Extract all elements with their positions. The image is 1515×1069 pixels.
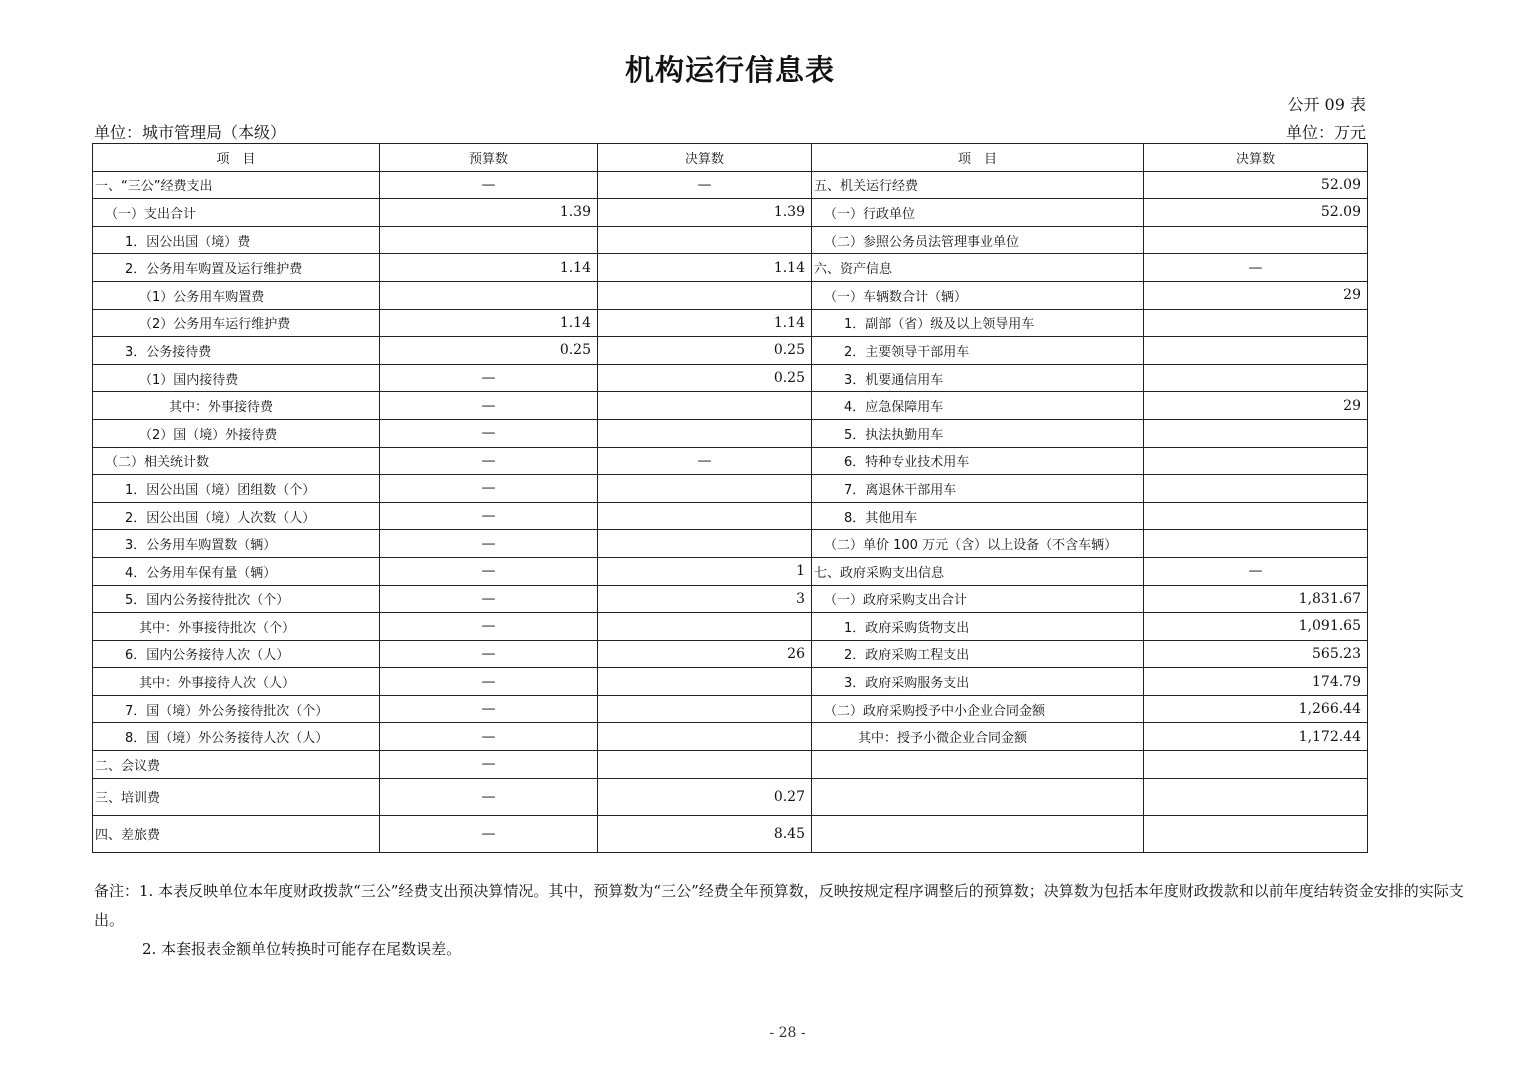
final-cell-right bbox=[1144, 364, 1368, 392]
table-row bbox=[93, 815, 1368, 852]
row-label-right: （二）政府采购授予中小企业合同金额 bbox=[812, 695, 1144, 723]
final-cell-right bbox=[1144, 475, 1368, 503]
notes bbox=[94, 877, 1479, 964]
final-cell bbox=[598, 392, 812, 420]
table-row bbox=[93, 723, 1368, 751]
budget-cell: — bbox=[380, 171, 598, 199]
table-row bbox=[93, 502, 1368, 530]
currency-unit: 单位：万元 bbox=[1285, 123, 1366, 142]
final-cell bbox=[598, 695, 812, 723]
row-label: 一、“三公”经费支出 bbox=[93, 171, 380, 199]
row-label: 6．国内公务接待人次（人） bbox=[93, 640, 380, 668]
row-label: 5．国内公务接待批次（个） bbox=[93, 585, 380, 613]
final-cell: 26 bbox=[598, 640, 812, 668]
form-number: 公开 09 表 bbox=[1287, 95, 1366, 114]
row-label-right: 其中：授予小微企业合同金额 bbox=[812, 723, 1144, 751]
final-cell bbox=[598, 502, 812, 530]
final-cell-right bbox=[1144, 815, 1368, 852]
row-label: 1．因公出国（境）费 bbox=[93, 226, 380, 254]
final-cell: 1.14 bbox=[598, 309, 812, 337]
row-label: 8．国（境）外公务接待人次（人） bbox=[93, 723, 380, 751]
table-header-row bbox=[93, 144, 1368, 172]
row-label-right: 8．其他用车 bbox=[812, 502, 1144, 530]
table-row bbox=[93, 337, 1368, 365]
table-row bbox=[93, 419, 1368, 447]
row-label-right: 1．政府采购货物支出 bbox=[812, 613, 1144, 641]
final-cell-right bbox=[1144, 751, 1368, 779]
row-label: 3．公务用车购置数（辆） bbox=[93, 530, 380, 558]
budget-cell: — bbox=[380, 392, 598, 420]
budget-cell: — bbox=[380, 613, 598, 641]
final-cell bbox=[598, 475, 812, 503]
final-cell-right: 29 bbox=[1144, 392, 1368, 420]
note-1: 备注：1. 本表反映单位本年度财政拨款“三公”经费支出预决算情况。其中，预算数为“三公”经费全年预算数，反映按规定程序调整后的预算数；决算数为包括本年度财政拨款和以前年度结转资金安排的实际支出。 bbox=[94, 882, 1464, 929]
final-cell-right bbox=[1144, 337, 1368, 365]
final-cell-right: 565.23 bbox=[1144, 640, 1368, 668]
table-row bbox=[93, 171, 1368, 199]
col-header-item-right: 项 目 bbox=[812, 144, 1144, 172]
table-row bbox=[93, 751, 1368, 779]
col-header-budget: 预算数 bbox=[380, 144, 598, 172]
budget-cell: 1.14 bbox=[380, 309, 598, 337]
row-label-right bbox=[812, 778, 1144, 815]
row-label-right: 3．政府采购服务支出 bbox=[812, 668, 1144, 696]
row-label: （2）国（境）外接待费 bbox=[93, 419, 380, 447]
table-row bbox=[93, 695, 1368, 723]
final-cell: 0.27 bbox=[598, 778, 812, 815]
final-cell: 1.14 bbox=[598, 254, 812, 282]
final-cell-right: 52.09 bbox=[1144, 199, 1368, 227]
col-header-item: 项 目 bbox=[93, 144, 380, 172]
budget-cell: 1.14 bbox=[380, 254, 598, 282]
row-label-right: 1．副部（省）级及以上领导用车 bbox=[812, 309, 1144, 337]
row-label-right bbox=[812, 815, 1144, 852]
table-row bbox=[93, 447, 1368, 475]
budget-cell: 1.39 bbox=[380, 199, 598, 227]
row-label-right: 五、机关运行经费 bbox=[812, 171, 1144, 199]
table-row bbox=[93, 254, 1368, 282]
final-cell-right: 29 bbox=[1144, 281, 1368, 309]
col-header-final-right: 决算数 bbox=[1144, 144, 1368, 172]
row-label-right: （一）行政单位 bbox=[812, 199, 1144, 227]
row-label-right: 4．应急保障用车 bbox=[812, 392, 1144, 420]
table-row bbox=[93, 392, 1368, 420]
budget-cell bbox=[380, 226, 598, 254]
row-label-right: 六、资产信息 bbox=[812, 254, 1144, 282]
final-cell bbox=[598, 723, 812, 751]
final-cell-right: — bbox=[1144, 254, 1368, 282]
final-cell-right: 52.09 bbox=[1144, 171, 1368, 199]
final-cell: 0.25 bbox=[598, 364, 812, 392]
final-cell-right: — bbox=[1144, 557, 1368, 585]
budget-cell: — bbox=[380, 815, 598, 852]
row-label-right: 7．离退休干部用车 bbox=[812, 475, 1144, 503]
table-row bbox=[93, 475, 1368, 503]
row-label: 二、会议费 bbox=[93, 751, 380, 779]
row-label: 4．公务用车保有量（辆） bbox=[93, 557, 380, 585]
final-cell-right bbox=[1144, 778, 1368, 815]
row-label: 3．公务接待费 bbox=[93, 337, 380, 365]
table-row bbox=[93, 668, 1368, 696]
final-cell: 0.25 bbox=[598, 337, 812, 365]
row-label-right: （二）单价 100 万元（含）以上设备（不含车辆） bbox=[812, 530, 1144, 558]
row-label: 其中：外事接待费 bbox=[93, 392, 380, 420]
final-cell: 3 bbox=[598, 585, 812, 613]
page-title: 机构运行信息表 bbox=[624, 53, 835, 87]
row-label-right: 2．政府采购工程支出 bbox=[812, 640, 1144, 668]
row-label-right bbox=[812, 751, 1144, 779]
final-cell-right: 174.79 bbox=[1144, 668, 1368, 696]
row-label: 三、培训费 bbox=[93, 778, 380, 815]
final-cell-right bbox=[1144, 447, 1368, 475]
final-cell: 1 bbox=[598, 557, 812, 585]
row-label: （二）相关统计数 bbox=[93, 447, 380, 475]
budget-cell: — bbox=[380, 447, 598, 475]
budget-cell: — bbox=[380, 778, 598, 815]
row-label: 其中：外事接待批次（个） bbox=[93, 613, 380, 641]
info-table bbox=[92, 143, 1368, 853]
table-row bbox=[93, 613, 1368, 641]
col-header-final: 决算数 bbox=[598, 144, 812, 172]
row-label: （1）公务用车购置费 bbox=[93, 281, 380, 309]
final-cell: 1.39 bbox=[598, 199, 812, 227]
final-cell: — bbox=[598, 447, 812, 475]
table-row bbox=[93, 281, 1368, 309]
final-cell bbox=[598, 281, 812, 309]
final-cell bbox=[598, 419, 812, 447]
final-cell-right: 1,172.44 bbox=[1144, 723, 1368, 751]
final-cell-right: 1,831.67 bbox=[1144, 585, 1368, 613]
budget-cell: — bbox=[380, 530, 598, 558]
row-label: 四、差旅费 bbox=[93, 815, 380, 852]
final-cell: — bbox=[598, 171, 812, 199]
final-cell-right: 1,091.65 bbox=[1144, 613, 1368, 641]
reporting-unit: 单位：城市管理局（本级） bbox=[94, 123, 287, 142]
budget-cell: — bbox=[380, 723, 598, 751]
final-cell: 8.45 bbox=[598, 815, 812, 852]
row-label-right: （一）车辆数合计（辆） bbox=[812, 281, 1144, 309]
row-label: 2．公务用车购置及运行维护费 bbox=[93, 254, 380, 282]
note-2: 2. 本套报表金额单位转换时可能存在尾数误差。 bbox=[142, 940, 462, 958]
row-label-right: 2．主要领导干部用车 bbox=[812, 337, 1144, 365]
final-cell-right bbox=[1144, 502, 1368, 530]
final-cell bbox=[598, 751, 812, 779]
budget-cell: — bbox=[380, 668, 598, 696]
final-cell-right bbox=[1144, 419, 1368, 447]
budget-cell bbox=[380, 281, 598, 309]
budget-cell: — bbox=[380, 695, 598, 723]
row-label-right: 七、政府采购支出信息 bbox=[812, 557, 1144, 585]
budget-cell: — bbox=[380, 640, 598, 668]
final-cell bbox=[598, 226, 812, 254]
final-cell-right bbox=[1144, 309, 1368, 337]
budget-cell: — bbox=[380, 557, 598, 585]
row-label: 7．国（境）外公务接待批次（个） bbox=[93, 695, 380, 723]
table-row bbox=[93, 585, 1368, 613]
final-cell bbox=[598, 530, 812, 558]
budget-cell: — bbox=[380, 364, 598, 392]
row-label: （2）公务用车运行维护费 bbox=[93, 309, 380, 337]
page-number: - 28 - bbox=[769, 1025, 806, 1041]
row-label: 2．因公出国（境）人次数（人） bbox=[93, 502, 380, 530]
row-label: （一）支出合计 bbox=[93, 199, 380, 227]
table-row bbox=[93, 199, 1368, 227]
row-label-right: （一）政府采购支出合计 bbox=[812, 585, 1144, 613]
final-cell-right bbox=[1144, 226, 1368, 254]
table-row bbox=[93, 226, 1368, 254]
table-row bbox=[93, 640, 1368, 668]
budget-cell: — bbox=[380, 419, 598, 447]
row-label-right: （二）参照公务员法管理事业单位 bbox=[812, 226, 1144, 254]
table-row bbox=[93, 530, 1368, 558]
budget-cell: — bbox=[380, 751, 598, 779]
budget-cell: — bbox=[380, 585, 598, 613]
final-cell bbox=[598, 613, 812, 641]
final-cell-right bbox=[1144, 530, 1368, 558]
budget-cell: — bbox=[380, 502, 598, 530]
row-label: 其中：外事接待人次（人） bbox=[93, 668, 380, 696]
final-cell-right: 1,266.44 bbox=[1144, 695, 1368, 723]
row-label-right: 6．特种专业技术用车 bbox=[812, 447, 1144, 475]
row-label-right: 5．执法执勤用车 bbox=[812, 419, 1144, 447]
table-row bbox=[93, 309, 1368, 337]
budget-cell: — bbox=[380, 475, 598, 503]
budget-cell: 0.25 bbox=[380, 337, 598, 365]
final-cell bbox=[598, 668, 812, 696]
table-row bbox=[93, 364, 1368, 392]
table-row bbox=[93, 778, 1368, 815]
row-label-right: 3．机要通信用车 bbox=[812, 364, 1144, 392]
row-label: （1）国内接待费 bbox=[93, 364, 380, 392]
row-label: 1．因公出国（境）团组数（个） bbox=[93, 475, 380, 503]
table-row bbox=[93, 557, 1368, 585]
